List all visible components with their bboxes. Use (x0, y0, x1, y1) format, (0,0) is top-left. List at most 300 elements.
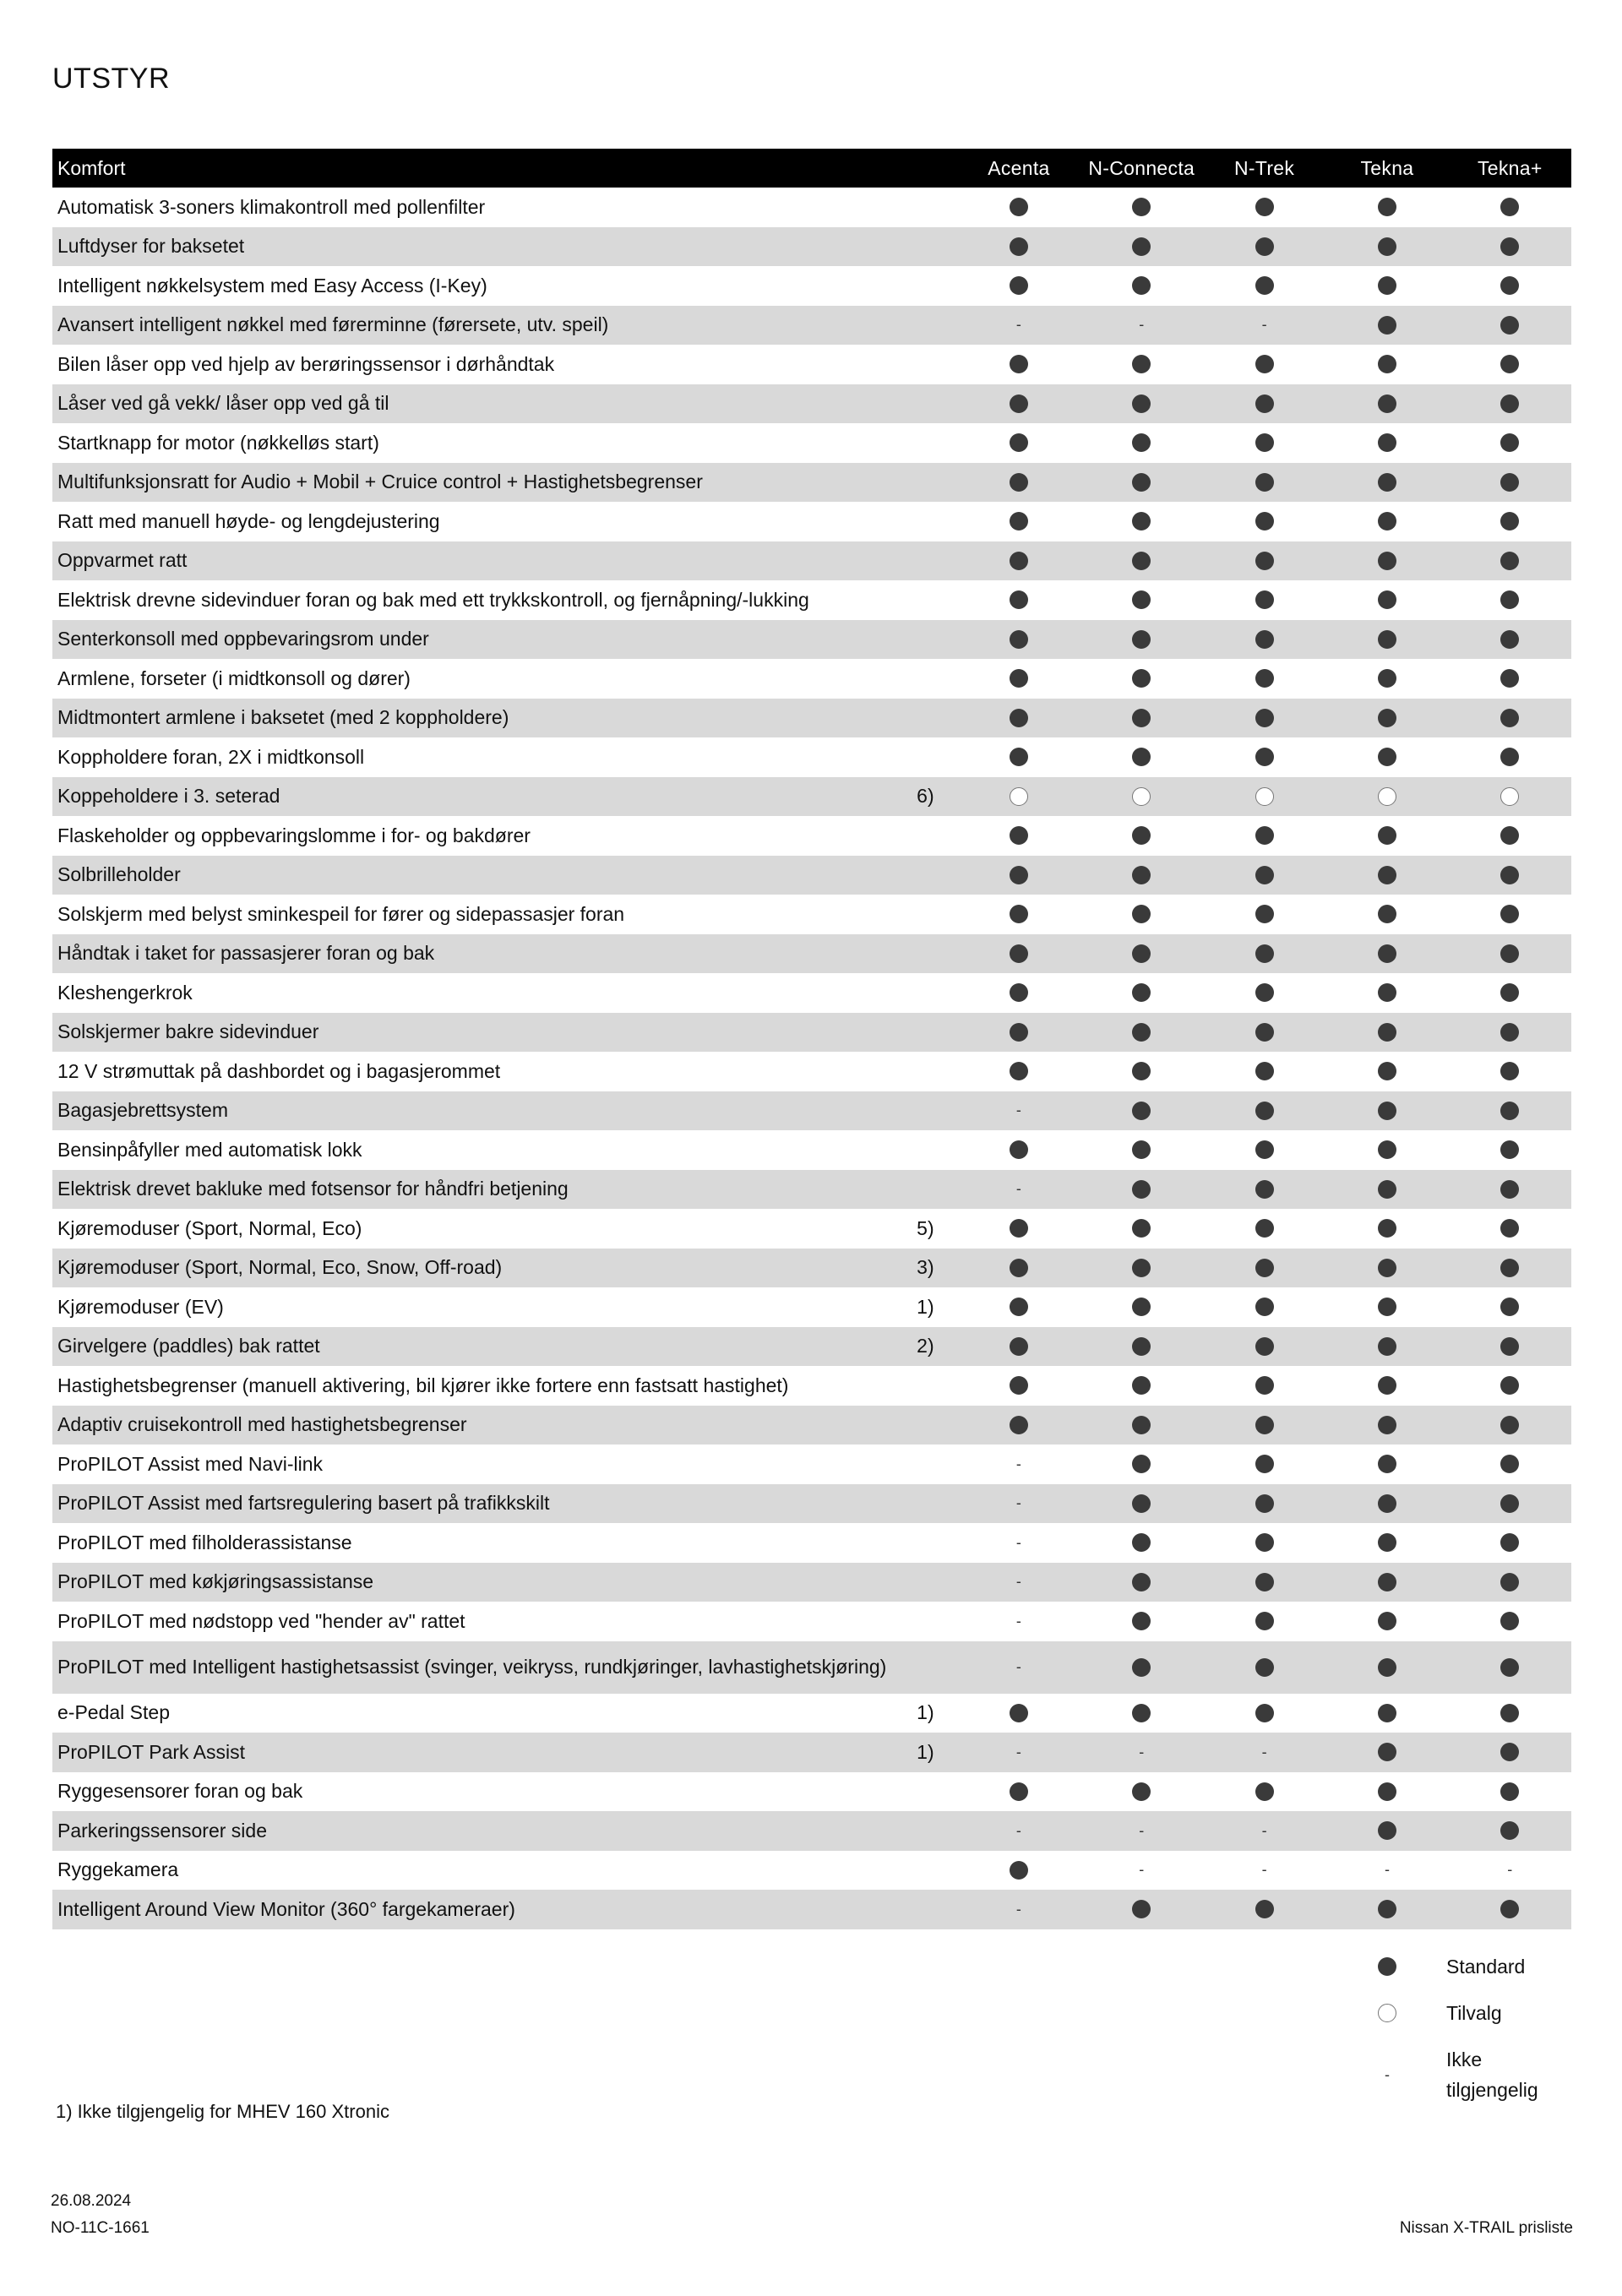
feature-label: Kjøremoduser (Sport, Normal, Eco) (57, 1216, 362, 1239)
availability-cell (1203, 826, 1325, 845)
availability-cell (1449, 1023, 1571, 1042)
feature-label: ProPILOT Assist med fartsregulering basert på trafikkskilt (57, 1492, 550, 1515)
availability-cell (1449, 1140, 1571, 1159)
legend-item-option (1360, 1998, 1565, 2029)
not-available-dash-icon: - (1015, 1102, 1021, 1119)
availability-cell (1080, 1180, 1203, 1199)
availability-cell (1325, 590, 1448, 609)
availability-cell (1203, 473, 1325, 492)
table-row (52, 1523, 1571, 1563)
availability-cell (1449, 512, 1571, 530)
standard-dot-icon (1010, 1337, 1028, 1356)
availability-cell (1449, 1062, 1571, 1080)
availability-cell (1203, 787, 1325, 806)
availability-cell (1325, 198, 1448, 216)
availability-cell (1080, 1023, 1203, 1042)
availability-cell (1325, 1023, 1448, 1042)
availability-cell (957, 1901, 1080, 1918)
standard-dot-icon (1255, 473, 1274, 492)
availability-cell (1203, 1337, 1325, 1356)
availability-cell (1203, 1494, 1325, 1513)
standard-dot-icon (1255, 1062, 1274, 1080)
feature-label: Bilen låser opp ved hjelp av berøringssensor i dørhåndtak (57, 352, 555, 375)
availability-cell (1449, 552, 1571, 570)
availability-cell (957, 1219, 1080, 1238)
standard-dot-icon (1500, 1743, 1519, 1761)
availability-cell (1080, 1782, 1203, 1801)
availability-cell (1203, 1573, 1325, 1591)
availability-cell (957, 1744, 1080, 1761)
not-available-dash-icon: - (1015, 1455, 1021, 1472)
standard-dot-icon (1255, 1219, 1274, 1238)
standard-dot-icon (1132, 709, 1151, 727)
standard-dot-icon (1378, 1140, 1396, 1159)
standard-dot-icon (1500, 866, 1519, 884)
standard-dot-icon (1132, 1062, 1151, 1080)
standard-dot-icon (1378, 1259, 1396, 1277)
standard-dot-icon (1500, 237, 1519, 256)
feature-label: ProPILOT med filholderassistanse (57, 1531, 352, 1553)
availability-cell (1203, 512, 1325, 530)
availability-cell (1080, 630, 1203, 649)
footnote-ref: 6) (917, 785, 934, 808)
column-header-n-trek: N-Trek (1233, 156, 1295, 179)
availability-cell (1449, 669, 1571, 688)
standard-dot-icon (1132, 237, 1151, 256)
standard-dot-icon (1378, 944, 1396, 963)
table-row (52, 1249, 1571, 1288)
availability-cell (1203, 1658, 1325, 1677)
table-row (52, 306, 1571, 345)
standard-dot-icon (1132, 1704, 1151, 1722)
footnote-ref: 3) (917, 1256, 934, 1279)
standard-dot-icon (1010, 552, 1028, 570)
table-row (52, 699, 1571, 738)
standard-dot-icon (1500, 1102, 1519, 1120)
feature-label: Håndtak i taket for passasjerer foran og bak (57, 942, 435, 965)
feature-label: ProPILOT med Intelligent hastighetsassist (svinger, veikryss, rundkjøringer, lavhastighetskjøring) (57, 1656, 887, 1678)
table-body (52, 188, 1571, 1929)
standard-dot-icon (1132, 1337, 1151, 1356)
availability-cell (1449, 276, 1571, 295)
availability-cell (1203, 1219, 1325, 1238)
availability-cell (957, 1298, 1080, 1316)
availability-cell (1203, 355, 1325, 373)
table-row (52, 1406, 1571, 1445)
standard-dot-icon (1132, 512, 1151, 530)
availability-cell (957, 394, 1080, 413)
availability-cell (1080, 1416, 1203, 1434)
availability-cell (1080, 1900, 1203, 1918)
standard-dot-icon (1010, 1259, 1028, 1277)
availability-cell (957, 1259, 1080, 1277)
standard-dot-icon (1378, 355, 1396, 373)
standard-dot-icon (1500, 1062, 1519, 1080)
standard-dot-icon (1500, 355, 1519, 373)
availability-cell (1325, 1416, 1448, 1434)
availability-cell (957, 1062, 1080, 1080)
standard-dot-icon (1500, 944, 1519, 963)
availability-cell (1203, 1861, 1325, 1879)
availability-cell (1080, 1861, 1203, 1879)
standard-dot-icon (1500, 1337, 1519, 1356)
standard-dot-icon (1010, 944, 1028, 963)
standard-dot-icon (1255, 1573, 1274, 1591)
availability-cell (1325, 1573, 1448, 1591)
availability-cell (1449, 198, 1571, 216)
column-header-tekna: Tekna (1360, 156, 1414, 179)
availability-cell (957, 590, 1080, 609)
standard-dot-icon (1255, 826, 1274, 845)
not-available-dash-icon: - (1385, 2065, 1390, 2083)
standard-dot-icon (1132, 748, 1151, 766)
availability-cell (1080, 983, 1203, 1002)
not-available-dash-icon: - (1261, 316, 1267, 334)
equipment-table (52, 149, 1571, 1929)
standard-dot-icon (1255, 1900, 1274, 1918)
availability-cell (1203, 1298, 1325, 1316)
standard-dot-icon (1010, 1062, 1028, 1080)
standard-dot-icon (1378, 1957, 1396, 1976)
feature-label: Hastighetsbegrenser (manuell aktivering, bil kjører ikke fortere enn fastsatt hastighet) (57, 1374, 789, 1396)
availability-cell (1080, 1376, 1203, 1395)
feature-label: Låser ved gå vekk/ låser opp ved gå til (57, 392, 389, 415)
standard-dot-icon (1132, 1219, 1151, 1238)
standard-dot-icon (1500, 316, 1519, 335)
not-available-dash-icon: - (1261, 1861, 1267, 1879)
feature-label: Elektrisk drevne sidevinduer foran og bak med ett trykkskontroll, og fjernåpning/-lukking (57, 588, 809, 611)
availability-cell (1449, 1821, 1571, 1840)
option-circle-icon (1010, 787, 1028, 806)
availability-cell (1449, 1219, 1571, 1238)
availability-cell (1203, 983, 1325, 1002)
availability-cell (1080, 787, 1203, 806)
standard-dot-icon (1255, 866, 1274, 884)
table-row (52, 345, 1571, 384)
standard-dot-icon (1255, 1704, 1274, 1722)
availability-cell (957, 276, 1080, 295)
table-row (52, 1733, 1571, 1772)
availability-cell (1325, 866, 1448, 884)
availability-cell (1203, 630, 1325, 649)
standard-dot-icon (1500, 630, 1519, 649)
legend-label: Standard (1446, 1956, 1526, 1978)
standard-dot-icon (1500, 1298, 1519, 1316)
availability-cell (1080, 1259, 1203, 1277)
availability-cell (1203, 944, 1325, 963)
legend (1360, 1951, 1565, 2121)
not-available-dash-icon: - (1384, 1861, 1390, 1879)
availability-cell (957, 1613, 1080, 1630)
standard-dot-icon (1010, 355, 1028, 373)
availability-cell (1080, 1494, 1203, 1513)
availability-cell (957, 669, 1080, 688)
page-title: UTSTYR (52, 63, 170, 95)
standard-dot-icon (1378, 1743, 1396, 1761)
standard-dot-icon (1010, 237, 1028, 256)
not-available-dash-icon: - (1139, 316, 1145, 334)
legend-label: Ikke tilgjengelig (1446, 2048, 1538, 2102)
availability-cell (1325, 1782, 1448, 1801)
table-row (52, 580, 1571, 620)
standard-dot-icon (1132, 1782, 1151, 1801)
availability-cell (1325, 1455, 1448, 1473)
standard-dot-icon (1255, 1337, 1274, 1356)
availability-cell (1325, 748, 1448, 766)
availability-cell (1203, 198, 1325, 216)
availability-cell (1203, 433, 1325, 452)
column-header-acenta: Acenta (988, 156, 1050, 179)
availability-cell (1449, 1782, 1571, 1801)
availability-cell (1449, 1612, 1571, 1630)
standard-dot-icon (1378, 473, 1396, 492)
standard-dot-icon (1500, 394, 1519, 413)
standard-dot-icon (1010, 198, 1028, 216)
feature-label: Girvelgere (paddles) bak rattet (57, 1335, 320, 1357)
availability-cell (1203, 1259, 1325, 1277)
availability-cell (957, 983, 1080, 1002)
availability-cell (957, 316, 1080, 334)
feature-label: Intelligent nøkkelsystem med Easy Access (I-Key) (57, 274, 487, 297)
standard-dot-icon (1500, 1533, 1519, 1552)
standard-dot-icon (1010, 1219, 1028, 1238)
availability-cell (957, 1180, 1080, 1198)
document-date: 26.08.2024 (51, 2192, 132, 2210)
availability-cell (1325, 552, 1448, 570)
standard-dot-icon (1255, 905, 1274, 923)
standard-dot-icon (1010, 473, 1028, 492)
availability-cell (1203, 1782, 1325, 1801)
availability-cell (1325, 1494, 1448, 1513)
standard-dot-icon (1500, 198, 1519, 216)
availability-cell (1325, 1900, 1448, 1918)
standard-dot-icon (1132, 1376, 1151, 1395)
availability-cell (1080, 1102, 1203, 1120)
availability-cell (1449, 1658, 1571, 1677)
standard-dot-icon (1500, 1140, 1519, 1159)
availability-cell (1449, 590, 1571, 609)
feature-label: Koppholdere foran, 2X i midtkonsoll (57, 745, 365, 768)
standard-dot-icon (1132, 1494, 1151, 1513)
table-row (52, 1170, 1571, 1210)
table-row (52, 934, 1571, 974)
standard-dot-icon (1132, 1259, 1151, 1277)
standard-dot-icon (1500, 1704, 1519, 1722)
availability-cell (1080, 944, 1203, 963)
standard-dot-icon (1500, 433, 1519, 452)
legend-item-not-available (1360, 2044, 1565, 2107)
availability-cell (1449, 787, 1571, 806)
standard-dot-icon (1378, 983, 1396, 1002)
standard-dot-icon (1010, 1376, 1028, 1395)
availability-cell (1203, 1822, 1325, 1840)
standard-dot-icon (1010, 1782, 1028, 1801)
column-header-tekna-plus: Tekna+ (1477, 156, 1543, 179)
availability-cell (1080, 905, 1203, 923)
standard-dot-icon (1500, 748, 1519, 766)
standard-dot-icon (1378, 1704, 1396, 1722)
availability-cell (957, 552, 1080, 570)
standard-dot-icon (1255, 1612, 1274, 1630)
availability-cell (1325, 1743, 1448, 1761)
availability-cell (1325, 1612, 1448, 1630)
availability-cell (957, 433, 1080, 452)
availability-cell (957, 1337, 1080, 1356)
availability-cell (1325, 1861, 1448, 1879)
availability-cell (1325, 709, 1448, 727)
availability-cell (1449, 1704, 1571, 1722)
table-row (52, 1013, 1571, 1053)
availability-cell (1203, 276, 1325, 295)
availability-cell (1080, 1140, 1203, 1159)
standard-dot-icon (1378, 1062, 1396, 1080)
standard-dot-icon (1500, 1259, 1519, 1277)
availability-cell (1080, 198, 1203, 216)
availability-cell (1449, 709, 1571, 727)
availability-cell (1325, 1821, 1448, 1840)
standard-dot-icon (1010, 1704, 1028, 1722)
table-row (52, 1209, 1571, 1249)
feature-label: Startknapp for motor (nøkkelløs start) (57, 431, 379, 454)
standard-dot-icon (1500, 709, 1519, 727)
standard-dot-icon (1255, 433, 1274, 452)
feature-label: Midtmontert armlene i baksetet (med 2 koppholdere) (57, 706, 509, 729)
category-header: Komfort (57, 156, 126, 179)
availability-cell (957, 1376, 1080, 1395)
standard-dot-icon (1378, 1533, 1396, 1552)
availability-cell (1449, 1180, 1571, 1199)
footnote-ref: 1) (917, 1295, 934, 1318)
availability-cell (1449, 748, 1571, 766)
availability-cell (1325, 787, 1448, 806)
availability-cell (957, 1494, 1080, 1512)
availability-cell (1203, 1102, 1325, 1120)
standard-dot-icon (1010, 276, 1028, 295)
table-row (52, 620, 1571, 660)
availability-cell (1325, 316, 1448, 335)
not-available-dash-icon: - (1015, 1533, 1021, 1551)
table-header (52, 149, 1571, 188)
standard-dot-icon (1132, 1140, 1151, 1159)
availability-cell (1203, 1900, 1325, 1918)
document-name: Nissan X-TRAIL prisliste (1399, 2219, 1573, 2237)
availability-cell (1203, 1416, 1325, 1434)
availability-cell (1449, 826, 1571, 845)
standard-dot-icon (1500, 1455, 1519, 1473)
availability-cell (957, 473, 1080, 492)
table-row (52, 1484, 1571, 1524)
availability-cell (1449, 1259, 1571, 1277)
standard-dot-icon (1255, 512, 1274, 530)
standard-dot-icon (1500, 905, 1519, 923)
availability-cell (1325, 394, 1448, 413)
standard-dot-icon (1010, 590, 1028, 609)
availability-cell (1080, 1658, 1203, 1677)
standard-dot-icon (1378, 1180, 1396, 1199)
availability-cell (1080, 512, 1203, 530)
standard-dot-icon (1132, 944, 1151, 963)
standard-dot-icon (1010, 905, 1028, 923)
not-available-dash-icon: - (1139, 1861, 1145, 1879)
footnote: 1) Ikke tilgjengelig for MHEV 160 Xtronic (56, 2101, 389, 2122)
standard-dot-icon (1132, 590, 1151, 609)
standard-dot-icon (1132, 355, 1151, 373)
availability-cell (1203, 1744, 1325, 1761)
availability-cell (957, 1822, 1080, 1840)
standard-dot-icon (1255, 276, 1274, 295)
availability-cell (957, 748, 1080, 766)
standard-dot-icon (1132, 1573, 1151, 1591)
availability-cell (1203, 709, 1325, 727)
feature-label: Multifunksjonsratt for Audio + Mobil + Cruice control + Hastighetsbegrenser (57, 471, 703, 493)
table-row (52, 895, 1571, 934)
standard-dot-icon (1378, 237, 1396, 256)
not-available-dash-icon: - (1507, 1861, 1513, 1879)
feature-label: Armlene, forseter (i midtkonsoll og dører) (57, 666, 411, 689)
availability-cell (1080, 1573, 1203, 1591)
standard-dot-icon (1255, 669, 1274, 688)
standard-dot-icon (1255, 1102, 1274, 1120)
standard-dot-icon (1132, 1416, 1151, 1434)
availability-cell (1449, 1533, 1571, 1552)
feature-label: Koppeholdere i 3. seterad (57, 785, 280, 808)
availability-cell (1325, 826, 1448, 845)
table-row (52, 973, 1571, 1013)
feature-label: Kjøremoduser (EV) (57, 1295, 224, 1318)
standard-dot-icon (1255, 237, 1274, 256)
standard-dot-icon (1010, 1298, 1028, 1316)
availability-cell (1203, 748, 1325, 766)
table-row (52, 1563, 1571, 1602)
availability-cell (1449, 394, 1571, 413)
standard-dot-icon (1132, 394, 1151, 413)
availability-cell (1449, 1455, 1571, 1473)
availability-cell (1449, 355, 1571, 373)
availability-cell (1080, 709, 1203, 727)
availability-cell (1325, 1062, 1448, 1080)
feature-label: Senterkonsoll med oppbevaringsrom under (57, 628, 429, 650)
availability-cell (1449, 473, 1571, 492)
feature-label: Bagasjebrettsystem (57, 1099, 228, 1122)
not-available-dash-icon: - (1139, 1743, 1145, 1760)
table-row (52, 227, 1571, 267)
availability-cell (1080, 590, 1203, 609)
standard-dot-icon (1255, 709, 1274, 727)
table-row (52, 1851, 1571, 1891)
standard-dot-icon (1378, 512, 1396, 530)
standard-dot-icon (1378, 1219, 1396, 1238)
standard-dot-icon (1010, 669, 1028, 688)
availability-cell (1080, 552, 1203, 570)
availability-cell (957, 944, 1080, 963)
availability-cell (1203, 1376, 1325, 1395)
standard-dot-icon (1255, 1533, 1274, 1552)
standard-dot-icon (1255, 630, 1274, 649)
table-row (52, 1052, 1571, 1091)
availability-cell (1203, 1062, 1325, 1080)
standard-dot-icon (1500, 1219, 1519, 1238)
standard-dot-icon (1132, 866, 1151, 884)
not-available-dash-icon: - (1015, 1900, 1021, 1918)
availability-cell (957, 1861, 1080, 1880)
availability-cell (1449, 944, 1571, 963)
not-available-dash-icon: - (1015, 316, 1021, 334)
availability-cell (1325, 1337, 1448, 1356)
standard-dot-icon (1378, 1658, 1396, 1677)
standard-dot-icon (1255, 394, 1274, 413)
availability-cell (1080, 1337, 1203, 1356)
not-available-dash-icon: - (1015, 1743, 1021, 1760)
